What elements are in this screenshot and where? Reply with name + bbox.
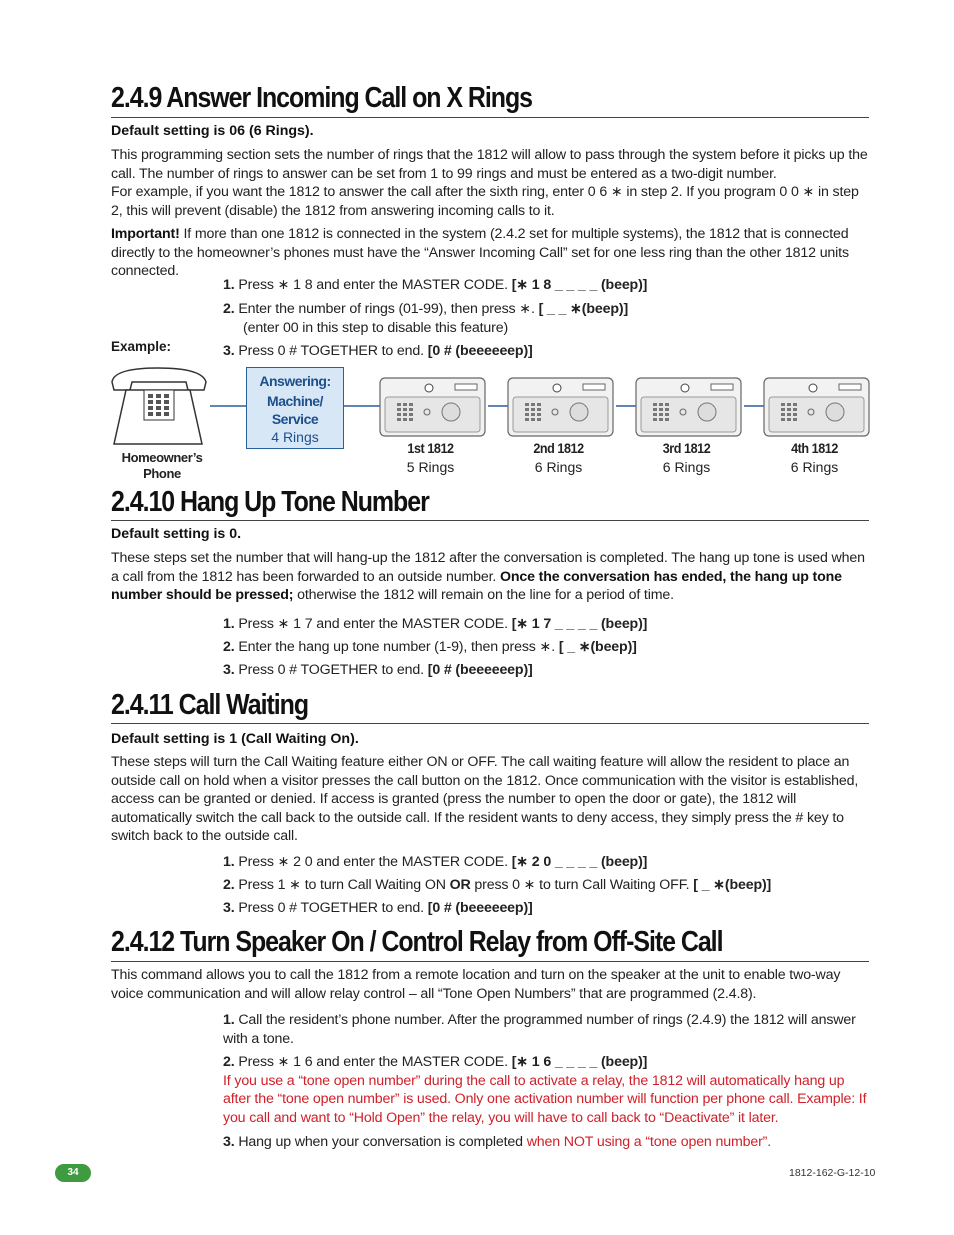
step-code: [0 # (beeeeeep)]: [427, 900, 533, 916]
warning-text: If you use a “tone open number” during the call to activate a relay, the 1812 will automatically hang up after the “tone open number” is used. Only one activation number will function per phone call. Example: If you call and want to “Hold Open” the relay, you will have to call back to “Deactivate” it later.: [223, 1072, 867, 1126]
step-3: [223, 1133, 871, 1152]
step-number: 1.: [223, 1012, 235, 1028]
intercom-panel-icon: [379, 377, 486, 437]
step-number: 2.: [223, 877, 235, 893]
step-code: [ _ ∗(beep)]: [693, 877, 772, 893]
step-text: Press 1 ∗ to turn Call Waiting ON: [234, 877, 450, 893]
paragraph-text: otherwise the 1812 will remain on the line for a period of time.: [293, 587, 674, 604]
default-setting: Default setting is 06 (6 Rings).: [111, 123, 314, 139]
answering-label: Answering:: [259, 373, 331, 389]
phone-label: [110, 450, 214, 482]
paragraph-bold: Once the conversation has ended, the hang up tone number should be pressed;: [111, 568, 842, 604]
paragraph-text: For example, if you want the 1812 to answer the call after the sixth ring, enter 0 6 ∗ in step 2. If you program 0 0 ∗ in step 2, this will prevent (disable) the 1812 from answering incoming calls to it.: [111, 184, 859, 219]
intercom-panel-icon: [635, 377, 742, 437]
step-code: [∗ 1 8 _ _ _ _ (beep)]: [511, 277, 648, 293]
step-number: 2.: [223, 639, 235, 655]
step-3: [223, 899, 871, 918]
unit-1812-icon: [379, 377, 486, 437]
example-label: Example:: [111, 339, 172, 354]
step-text: Enter the hang up tone number (1-9), then press ∗.: [234, 639, 559, 655]
step-text: Press ∗ 2 0 and enter the MASTER CODE.: [234, 854, 512, 870]
step-1: [223, 853, 871, 872]
section-rule: [111, 961, 869, 962]
step-number: 2.: [223, 1054, 235, 1070]
warning-text: when NOT using a “tone open number”.: [526, 1134, 772, 1150]
step-text: press 0 ∗ to turn Call Waiting OFF.: [470, 877, 694, 893]
step-text: Press ∗ 1 6 and enter the MASTER CODE.: [234, 1054, 512, 1070]
step-text: Press 0 # TOGETHER to end.: [234, 662, 428, 678]
answering-label: Service: [271, 411, 319, 427]
step-number: 3.: [223, 1134, 235, 1150]
unit-name: 3rd 1812: [662, 440, 711, 456]
step-text: Press ∗ 1 7 and enter the MASTER CODE.: [234, 616, 512, 632]
answering-machine-box: [246, 367, 344, 449]
step-3: [223, 661, 871, 680]
step-text: Press 0 # TOGETHER to end.: [234, 343, 428, 359]
default-setting: Default setting is 1 (Call Waiting On).: [111, 731, 359, 747]
section-title-2-4-9: 2.4.9 Answer Incoming Call on X Rings: [111, 82, 532, 114]
unit-name: 4th 1812: [791, 440, 838, 456]
step-number: 2.: [223, 301, 235, 317]
step-1: [223, 276, 871, 295]
step-number: 3.: [223, 343, 235, 359]
unit-rings: 6 Rings: [534, 459, 583, 475]
unit-rings: 6 Rings: [790, 459, 839, 475]
section-rule: [111, 520, 869, 521]
step-note: (enter 00 in this step to disable this feature): [243, 319, 509, 336]
paragraph: [111, 549, 869, 605]
important-label: Important!: [111, 226, 180, 242]
unit-name: 2nd 1812: [533, 440, 584, 456]
step-1: [223, 1011, 868, 1048]
step-code: [∗ 2 0 _ _ _ _ (beep)]: [511, 854, 648, 870]
step-2: [223, 638, 871, 657]
step-number: 3.: [223, 900, 235, 916]
step-code: [ _ ∗(beep)]: [558, 639, 637, 655]
step-code: [ _ _ ∗(beep)]: [538, 301, 629, 317]
answering-rings: 4 Rings: [271, 429, 319, 445]
page-number-badge: 34: [55, 1164, 91, 1182]
unit-1812-icon: [763, 377, 870, 437]
step-code: [0 # (beeeeeep)]: [427, 343, 533, 359]
step-number: 1.: [223, 277, 235, 293]
step-or: OR: [449, 877, 471, 893]
step-2: [223, 876, 871, 895]
section-title-2-4-10: 2.4.10 Hang Up Tone Number: [111, 486, 429, 518]
paragraph: [111, 146, 869, 220]
step-2: [223, 1053, 868, 1127]
unit-label: [633, 439, 740, 477]
document-id: 1812-162-G-12-10: [789, 1167, 876, 1179]
unit-label: [505, 439, 612, 477]
important-paragraph: [111, 225, 869, 281]
step-text: Call the resident’s phone number. After the programmed number of rings (2.4.9) the 1812 will answer with a tone.: [223, 1012, 856, 1047]
step-text: Hang up when your conversation is completed: [234, 1134, 527, 1150]
phone-icon: [112, 368, 206, 444]
step-text: Press 0 # TOGETHER to end.: [234, 900, 428, 916]
unit-rings: 5 Rings: [406, 459, 455, 475]
step-3: [223, 342, 871, 361]
step-number: 1.: [223, 854, 235, 870]
important-text: If more than one 1812 is connected in the system (2.4.2 set for multiple systems), the 1812 that is connected directly to the homeowner’s phones must have the “Answer Incoming Call” set for one less ring than the other 1812 units connected.: [111, 226, 849, 280]
default-setting: Default setting is 0.: [111, 526, 242, 542]
step-text: Press ∗ 1 8 and enter the MASTER CODE.: [234, 277, 512, 293]
section-rule: [111, 117, 869, 118]
unit-name: 1st 1812: [407, 440, 454, 456]
intercom-panel-icon: [763, 377, 870, 437]
unit-1812-icon: [635, 377, 742, 437]
step-text: Enter the number of rings (01-99), then press ∗.: [234, 301, 539, 317]
unit-label: [377, 439, 484, 477]
step-number: 3.: [223, 662, 235, 678]
section-rule: [111, 723, 869, 724]
intercom-panel-icon: [507, 377, 614, 437]
section-title-2-4-12: 2.4.12 Turn Speaker On / Control Relay from Off-Site Call: [111, 926, 723, 958]
unit-label: [761, 439, 868, 477]
step-code: [∗ 1 6 _ _ _ _ (beep)]: [511, 1054, 648, 1070]
unit-rings: 6 Rings: [662, 459, 711, 475]
step-code: [∗ 1 7 _ _ _ _ (beep)]: [511, 616, 648, 632]
unit-1812-icon: [507, 377, 614, 437]
step-2: [223, 300, 871, 337]
paragraph: These steps will turn the Call Waiting feature either ON or OFF. The call waiting feature will allow the resident to place an outside call on hold when a visitor presses the call button on the 1812. Once communication with the visitor is established, access can be granted or denied. If access is granted (press the number to open the door or gate), the 1812 will automatically switch the call back to the outside call. If the resident wants to deny access, they simply press the # key to switch back to the outside call.: [111, 754, 859, 845]
step-number: 1.: [223, 616, 235, 632]
phone-label-line: Homeowner’s: [121, 450, 203, 465]
paragraph-text: These steps set the number that will hang-up the 1812 after the conversation is completed. The hang up tone is used when a call from the 1812 has been forwarded to an outside number.: [111, 550, 865, 585]
phone-label-line: Phone: [143, 466, 181, 481]
paragraph-text: This programming section sets the number of rings that the 1812 will allow to pass through the system before it picks up the call. The number of rings to answer can be set from 1 to 99 rings and must be entered as a two-digit number.: [111, 147, 868, 182]
answering-label: Machine/: [267, 393, 323, 409]
step-code: [0 # (beeeeeep)]: [427, 662, 533, 678]
section-title-2-4-11: 2.4.11 Call Waiting: [111, 689, 309, 721]
step-1: [223, 615, 871, 634]
paragraph: This command allows you to call the 1812 from a remote location and turn on the speaker at the unit to enable two-way voice communication and will allow relay control – all “Tone Open Numbers” that are programmed (2.4.8).: [111, 967, 841, 1002]
